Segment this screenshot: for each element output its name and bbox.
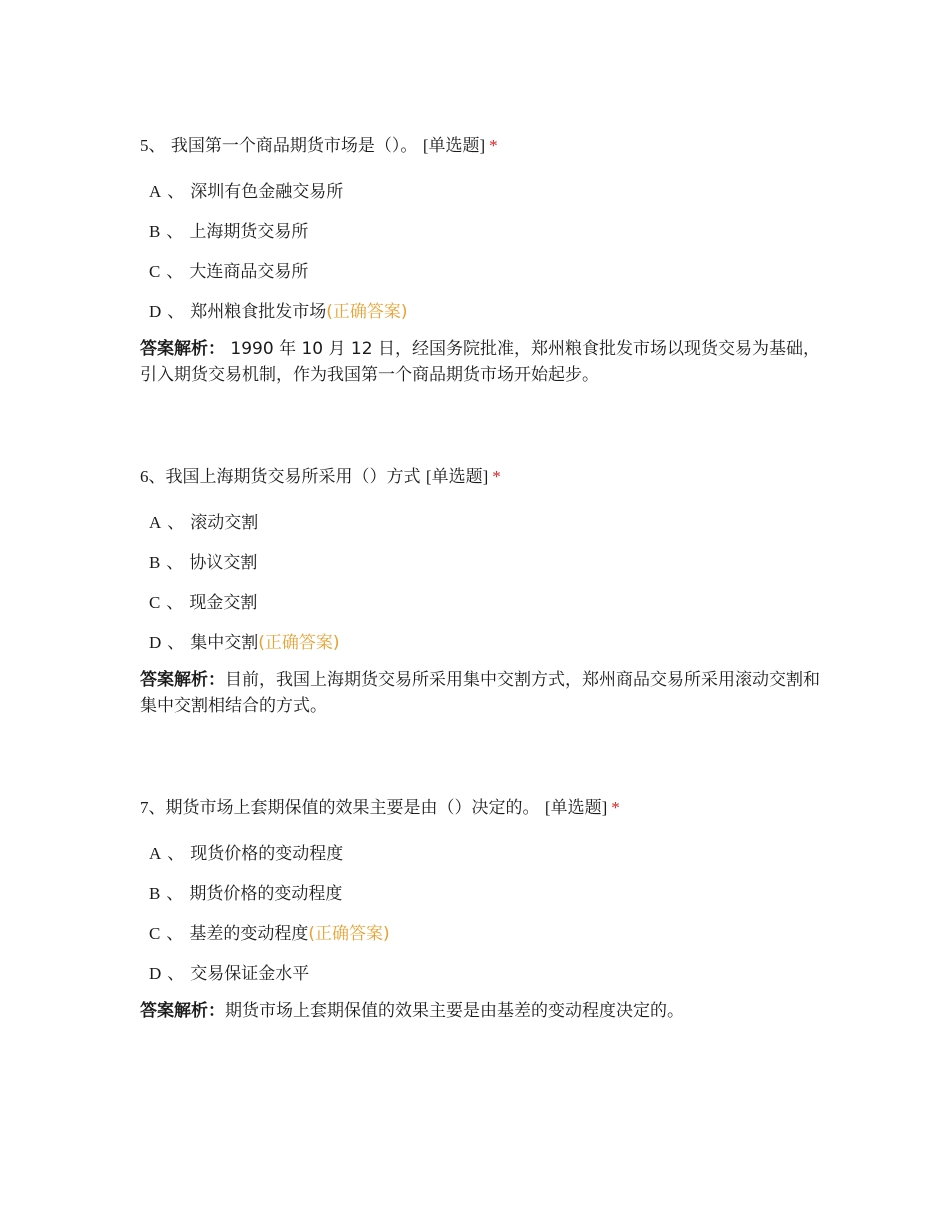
analysis-text: 1990 年 10 月 12 日，经国务院批准，郑州粮食批发市场以现货交易为基础，引入期货交易机制，作为我国第一个商品期货市场开始起步。	[140, 339, 820, 385]
option-b[interactable]	[140, 882, 830, 922]
option-text: 现金交割	[189, 593, 258, 613]
option-separator: 、	[167, 513, 185, 533]
option-letter: C	[149, 924, 161, 943]
option-separator: 、	[166, 884, 184, 904]
analysis-text: 期货市场上套期保值的效果主要是由基差的变动程度决定的。	[225, 1001, 684, 1021]
option-a[interactable]	[140, 180, 830, 220]
option-separator: 、	[167, 182, 185, 202]
option-text: 大连商品交易所	[189, 262, 309, 282]
correct-answer-tag: (正确答案)	[326, 302, 408, 322]
analysis-label: 答案解析：	[140, 1001, 225, 1021]
option-separator: 、	[167, 964, 185, 984]
option-separator: 、	[167, 633, 185, 653]
option-letter: B	[149, 553, 161, 572]
option-d[interactable]	[140, 300, 830, 340]
option-list	[140, 511, 830, 671]
option-list	[140, 180, 830, 340]
option-separator: 、	[167, 844, 185, 864]
option-letter: A	[149, 513, 162, 532]
option-b[interactable]	[140, 551, 830, 591]
option-c[interactable]	[140, 591, 830, 631]
option-letter: B	[149, 884, 161, 903]
analysis-text: 目前，我国上海期货交易所采用集中交割方式，郑州商品交易所采用滚动交割和集中交割相结合的方式。	[140, 670, 820, 716]
option-c[interactable]	[140, 922, 830, 962]
option-separator: 、	[166, 222, 184, 242]
option-letter: D	[149, 633, 162, 652]
question-type: [单选题]	[544, 798, 608, 817]
required-mark: *	[611, 798, 620, 817]
question-number: 6、	[140, 467, 166, 486]
option-letter: D	[149, 302, 162, 321]
option-text: 协议交割	[189, 553, 258, 573]
option-text: 滚动交割	[190, 513, 259, 533]
option-text: 上海期货交易所	[189, 222, 309, 242]
option-list	[140, 842, 830, 1002]
option-separator: 、	[167, 302, 185, 322]
option-b[interactable]	[140, 220, 830, 260]
option-text: 深圳有色金融交易所	[190, 182, 344, 202]
option-c[interactable]	[140, 260, 830, 300]
option-letter: C	[149, 593, 161, 612]
option-letter: C	[149, 262, 161, 281]
required-mark: *	[489, 136, 498, 155]
question-text: 我国第一个商品期货市场是（）。	[165, 136, 418, 156]
option-separator: 、	[166, 553, 184, 573]
question-6	[140, 465, 830, 719]
option-separator: 、	[166, 593, 184, 613]
option-d[interactable]	[140, 631, 830, 671]
option-separator: 、	[166, 262, 184, 282]
answer-analysis	[140, 336, 820, 388]
option-a[interactable]	[140, 511, 830, 551]
option-text: 基差的变动程度	[189, 924, 309, 944]
question-title	[140, 465, 830, 489]
option-letter: A	[149, 844, 162, 863]
option-letter: D	[149, 964, 162, 983]
question-text: 期货市场上套期保值的效果主要是由（）决定的。	[165, 798, 540, 818]
option-text: 交易保证金水平	[190, 964, 310, 984]
analysis-label: 答案解析：	[140, 670, 225, 690]
required-mark: *	[492, 467, 501, 486]
correct-answer-tag: (正确答案)	[308, 924, 390, 944]
option-separator: 、	[166, 924, 184, 944]
option-text: 期货价格的变动程度	[189, 884, 343, 904]
answer-analysis	[140, 998, 820, 1024]
option-letter: A	[149, 182, 162, 201]
correct-answer-tag: (正确答案)	[258, 633, 340, 653]
question-7	[140, 796, 830, 1024]
question-number: 5、	[140, 136, 166, 155]
option-letter: B	[149, 222, 161, 241]
question-title	[140, 134, 830, 158]
option-a[interactable]	[140, 842, 830, 882]
question-text: 我国上海期货交易所采用（）方式	[165, 467, 421, 487]
option-text: 现货价格的变动程度	[190, 844, 344, 864]
question-type: [单选题]	[422, 136, 486, 155]
question-number: 7、	[140, 798, 166, 817]
question-type: [单选题]	[425, 467, 489, 486]
answer-analysis	[140, 667, 820, 719]
option-text: 集中交割	[190, 633, 259, 653]
analysis-label: 答案解析：	[140, 339, 225, 359]
question-title	[140, 796, 830, 820]
option-text: 郑州粮食批发市场	[190, 302, 327, 322]
question-5	[140, 134, 830, 388]
option-d[interactable]	[140, 962, 830, 1002]
